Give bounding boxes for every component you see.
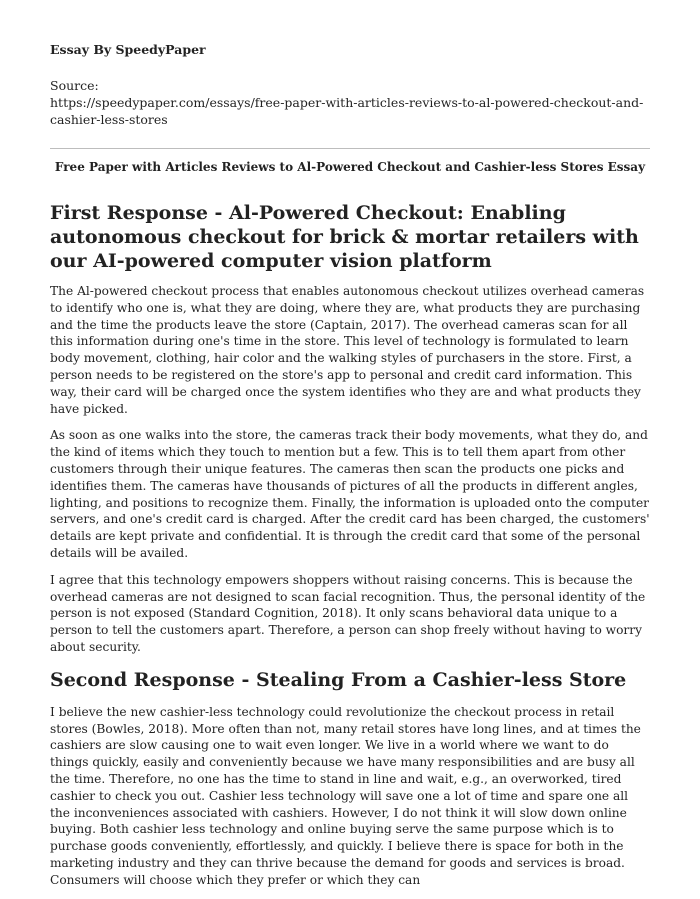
- paragraph: I believe the new cashier-less technology could revolutionize the checkout process in retail stores (Bowles, 2018). More often than not, many retail stores have long lines, and at times the cashiers are slow causing one to wait even longer. We live in a world where we want to do things quickly, easily and conveniently because we have many responsibilities and are busy all the time. Therefore, no one has the time to stand in line and wait, e.g., an overworked, tired cashier to check you out. Cashier less technology will save one a lot of time and spare one all the inconveniences associated with cashiers. However, I do not think it will slow down online buying. Both cashier less technology and online buying serve the same purpose which is to purchase goods conveniently, effortlessly, and quickly. I believe there is space for both in the marketing industry and they can thrive because the demand for goods and services is broad. Consumers will choose which they prefer or which they can: [50, 704, 641, 887]
- source-url[interactable]: https://speedypaper.com/essays/free-paper-with-articles-reviews-to-al-powered-checkout-and-cashier-less-stores: [50, 95, 644, 127]
- section-second-response: [50, 668, 650, 889]
- paragraph: As soon as one walks into the store, the cameras track their body movements, what they do, and the kind of items which they touch to mention but a few. This is to tell them apart from other customers through their unique features. The cameras then scan the products one picks and identifies them. The cameras have thousands of pictures of all the products in different angles, lighting, and positions to recognize them. Finally, the information is uploaded onto the computer servers, and one's credit card is charged. After the credit card has been charged, the customers' details are kept private and confidential. It is through the credit card that some of the personal details will be availed.: [50, 428, 650, 560]
- paragraph: The Al-powered checkout process that enables autonomous checkout utilizes overhead cameras to identify who one is, what they are doing, where they are, what products they are purchasing and the time the products leave the store (Captain, 2017). The overhead cameras scan for all this information during one's time in the store. This level of technology is formulated to learn body movement, clothing, hair color and the walking styles of purchasers in the store. First, a person needs to be registered on the store's app to personal and credit card information. This way, their card will be charged once the system identifies who they are and what products they have picked.: [50, 284, 645, 416]
- source-label: Source:: [50, 78, 99, 93]
- document-page: [50, 28, 650, 899]
- section-first-response: [50, 201, 650, 656]
- essay-title: Free Paper with Articles Reviews to Al-Powered Checkout and Cashier-less Stores Essay: [54, 160, 646, 174]
- paragraph: I agree that this technology empowers shoppers without raising concerns. This is because the overhead cameras are not designed to scan facial recognition. Thus, the personal identity of the person is not exposed (Standard Cognition, 2018). It only scans behavioral data unique to a person to tell the customers apart. Therefore, a person can shop freely without having to worry about security.: [50, 572, 646, 654]
- header-divider: [50, 148, 650, 149]
- brand-label: Essay By SpeedyPaper: [50, 42, 206, 57]
- section-heading: Second Response - Stealing From a Cashier-less Store: [50, 668, 627, 691]
- section-heading: First Response - Al-Powered Checkout: Enabling autonomous checkout for brick & mortar retailers with our AI-powered computer vision platform: [50, 202, 639, 272]
